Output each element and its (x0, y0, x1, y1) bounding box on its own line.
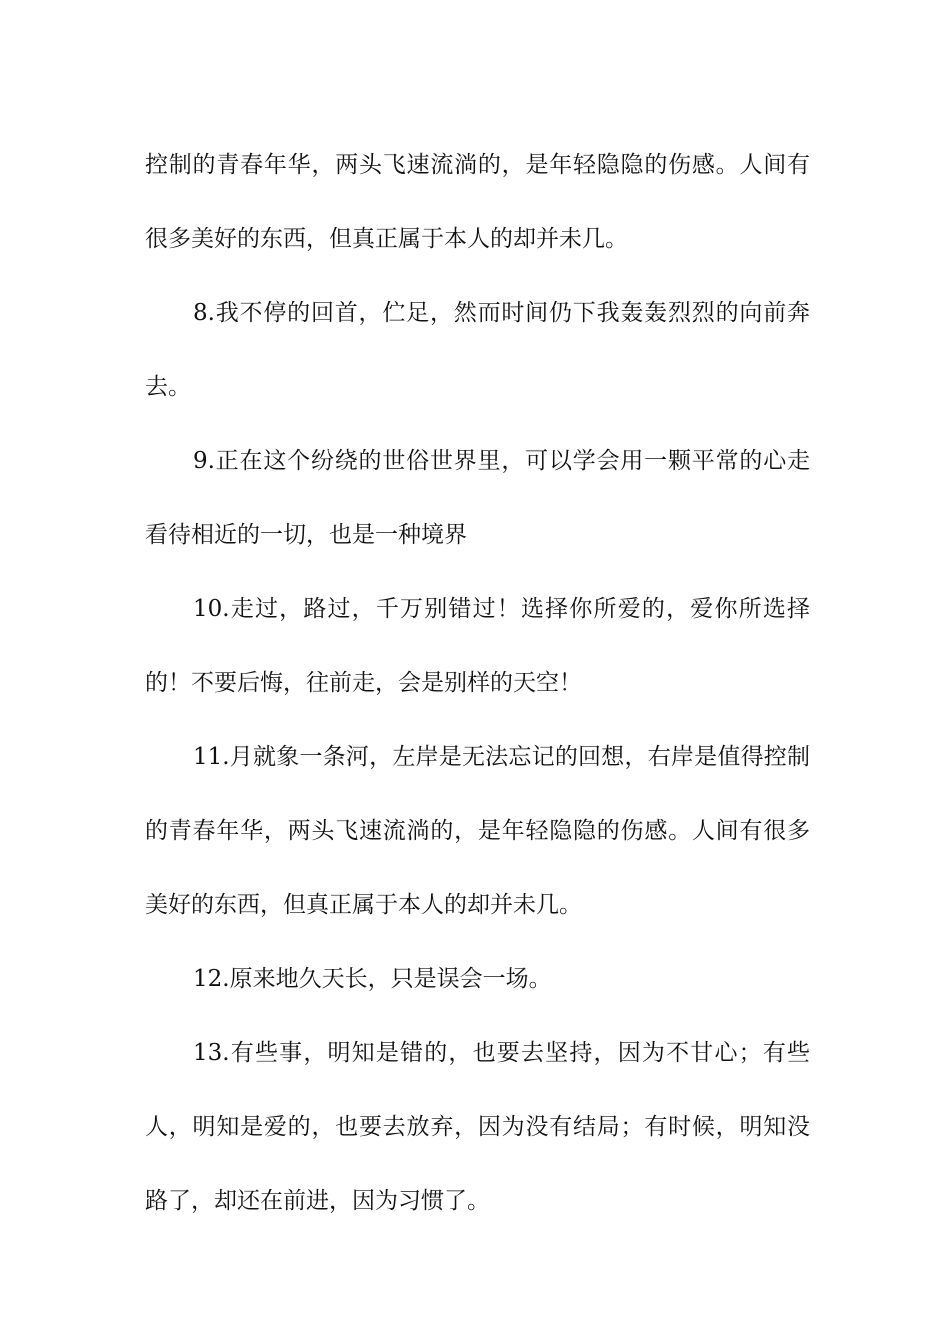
document-body (145, 128, 810, 1238)
paragraph-11: 11.月就象一条河，左岸是无法忘记的回想，右岸是值得控制的青春年华，两头飞速流淌的，是年轻隐隐的伤感。人间有很多美好的东西，但真正属于本人的却并未几。 (145, 744, 810, 918)
paragraph-9: 9.正在这个纷绕的世俗世界里，可以学会用一颗平常的心走看待相近的一切，也是一种境界 (145, 448, 810, 548)
paragraph-continuation: 控制的青春年华，两头飞速流淌的，是年轻隐隐的伤感。人间有很多美好的东西，但真正属于本人的却并未几。 (145, 152, 810, 252)
paragraph-8: 8.我不停的回首，伫足，然而时间仍下我轰轰烈烈的向前奔去。 (145, 300, 810, 400)
paragraph-13: 13.有些事，明知是错的，也要去坚持，因为不甘心；有些人，明知是爱的，也要去放弃，因为没有结局；有时候，明知没路了，却还在前进，因为习惯了。 (145, 1040, 810, 1214)
paragraph-12: 12.原来地久天长，只是误会一场。 (193, 966, 552, 992)
paragraph-10: 10.走过，路过，千万别错过！选择你所爱的，爱你所选择的！不要后悔，往前走，会是别样的天空！ (145, 596, 810, 696)
